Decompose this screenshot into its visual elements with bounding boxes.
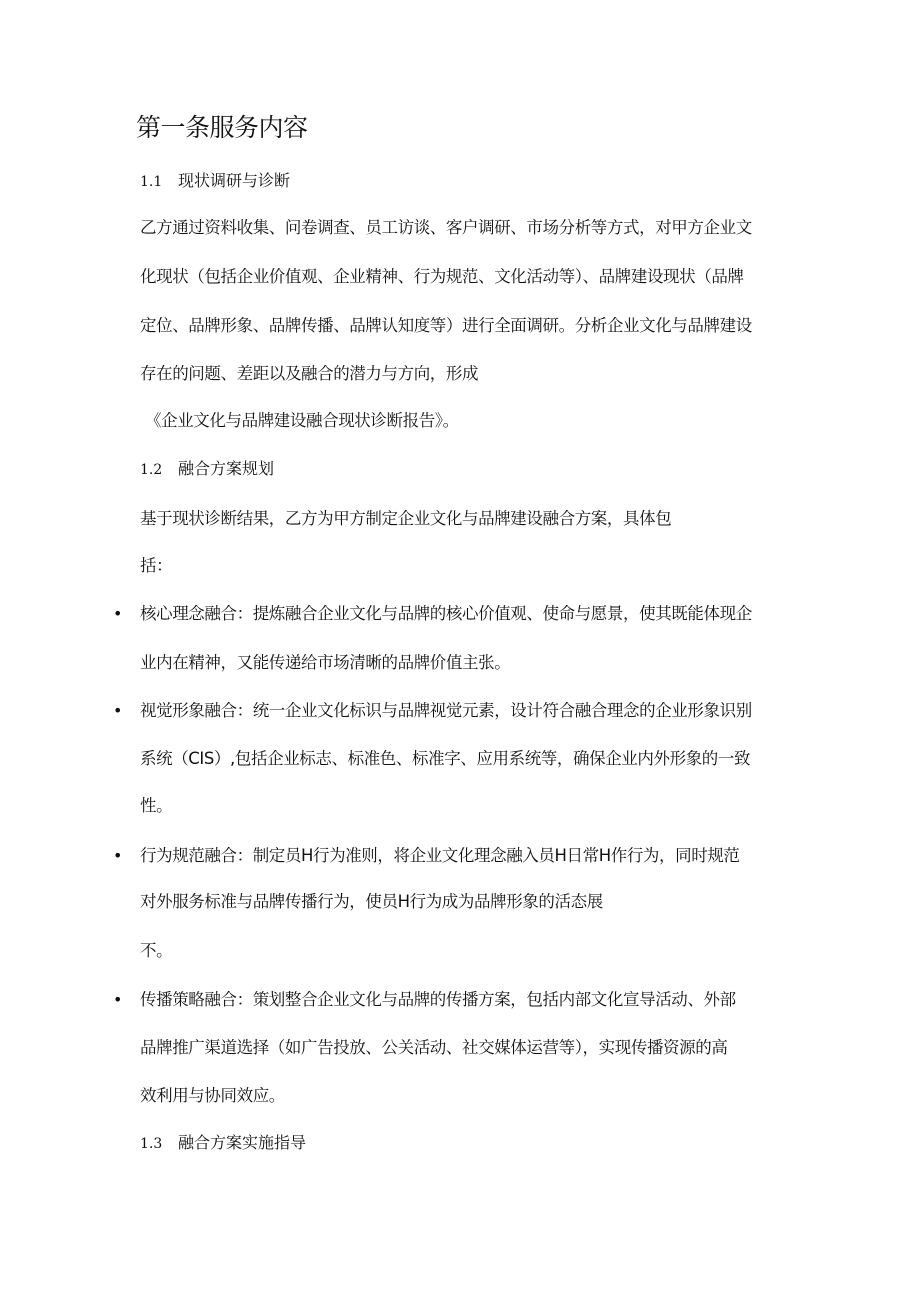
bullet-line: 视觉形象融合：统一企业文化标识与品牌视觉元素，设计符合融合理念的企业形象识别 bbox=[140, 701, 752, 720]
bullet-marker: • bbox=[113, 846, 123, 865]
paragraph-line: 存在的问题、差距以及融合的潜力与方向，形成 bbox=[140, 364, 479, 383]
article-title: 第一条服务内容 bbox=[136, 113, 308, 142]
bullet-line: 传播策略融合：策划整合企业文化与品牌的传播方案，包括内部文化宣导活动、外部 bbox=[140, 990, 736, 1009]
section-number: 1.2 bbox=[140, 462, 163, 478]
paragraph-line: 化现状（包括企业价值观、企业精神、行为规范、文化活动等）、品牌建设现状（品牌 bbox=[140, 267, 744, 286]
bullet-line: 效利用与协同效应。 bbox=[140, 1086, 285, 1105]
paragraph-line: 乙方通过资料收集、问卷调查、员工访谈、客户调研、市场分析等方式，对甲方企业文 bbox=[140, 218, 752, 237]
section-title: 融合方案规划 bbox=[178, 459, 275, 478]
paragraph-line: 括： bbox=[140, 556, 173, 575]
section-title: 现状调研与诊断 bbox=[178, 171, 291, 190]
bullet-line: 性。 bbox=[140, 796, 173, 815]
bullet-line: 对外服务标准与品牌传播行为，使员H行为成为品牌形象的活态展 bbox=[140, 892, 603, 911]
section-1-2-heading bbox=[140, 457, 274, 482]
section-number: 1.3 bbox=[140, 1136, 163, 1152]
bullet-marker: • bbox=[113, 990, 123, 1009]
paragraph-line: 基于现状诊断结果，乙方为甲方制定企业文化与品牌建设融合方案，具体包 bbox=[140, 509, 672, 528]
paragraph-line: 《企业文化与品牌建设融合现状诊断报告》。 bbox=[145, 411, 459, 430]
bullet-line: 核心理念融合：提炼融合企业文化与品牌的核心价值观、使命与愿景，使其既能体现企 bbox=[140, 604, 752, 623]
bullet-line: 行为规范融合：制定员H行为准则，将企业文化理念融入员H日常H作行为，同时规范 bbox=[140, 846, 740, 865]
bullet-marker: • bbox=[113, 701, 123, 720]
section-title: 融合方案实施指导 bbox=[178, 1133, 307, 1152]
paragraph-line: 定位、品牌形象、品牌传播、品牌认知度等）进行全面调研。分析企业文化与品牌建设 bbox=[140, 316, 752, 335]
bullet-marker: • bbox=[113, 604, 123, 623]
section-1-3-heading bbox=[140, 1131, 306, 1156]
bullet-line: 业内在精神，又能传递给市场清晰的品牌价值主张。 bbox=[140, 653, 511, 672]
bullet-line: 品牌推广渠道选择（如广告投放、公关活动、社交媒体运营等），实现传播资源的高 bbox=[140, 1038, 728, 1057]
section-1-1-heading bbox=[140, 169, 290, 194]
section-number: 1.1 bbox=[140, 174, 163, 190]
bullet-line: 不。 bbox=[140, 941, 173, 960]
bullet-line: 系统（CIS）,包括企业标志、标准色、标准字、应用系统等，确保企业内外形象的一致 bbox=[140, 749, 751, 768]
